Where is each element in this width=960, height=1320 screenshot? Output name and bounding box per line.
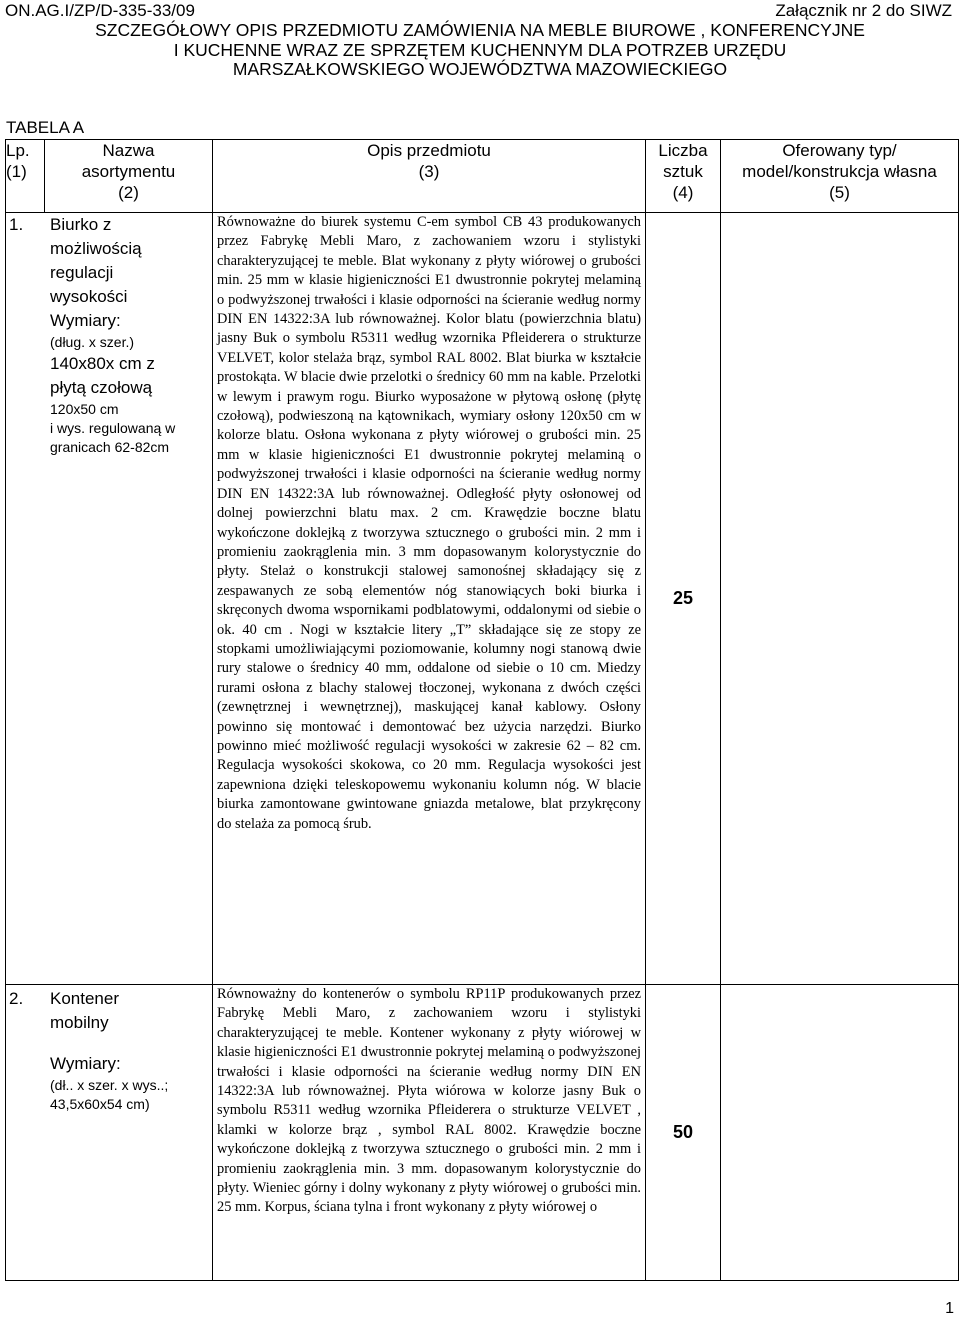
document-reference: ON.AG.I/ZP/D-335-33/09 — [5, 1, 195, 20]
item-name-line: Biurko z — [50, 215, 112, 234]
header-line: (4) — [672, 183, 694, 202]
column-header-offered-type — [721, 140, 959, 213]
offered-type-cell[interactable] — [721, 213, 959, 985]
title-line: I KUCHENNE WRAZ ZE SPRZĘTEM KUCHENNYM DLA POTRZEB URZĘDU — [173, 39, 787, 60]
item-description-cell — [213, 213, 646, 985]
column-header-quantity — [646, 140, 721, 213]
item-dimensions-line: 140x80x cm z — [50, 354, 155, 373]
item-dimensions-line: 43,5x60x54 cm) — [50, 1096, 150, 1112]
header-line: (5) — [829, 183, 850, 202]
header-line: Oferowany typ/ — [782, 141, 897, 160]
item-description: Równoważny do kontenerów o symbolu RP11P produkowanych przez Fabrykę Mebli Maro, z zachowaniem wzoru i stylistyki charakteryzującej te meble. Kontener wykonany z płyty wiórowej w klasie higieniczności E1 dwustronnie pokrytej melaminą o podwyższonej trwałości i klasie odporności na ścieranie według normy DIN EN 14322:3A lub równoważnej. Płyta wiórowa w kolorze jasny Buk o symbolu R5311 według wzornika Pfleiderera o strukturze VELVET , klamki w kolorze brąz , symbol RAL 8002. Krawędzie boczne wykończone doklejką z tworzywa sztucznego o grubości min. 2 mm i promieniu zaokrąglenia min. 3 mm. dopasowanym kolorystycznie do płyty. Wieniec górny i dolny wykonany z płyty wiórowej o grubości min. 25 mm. Korpus, ściana tylna i front wykonany z płyty wiórowej o — [217, 986, 641, 1216]
item-name-line: Wymiary: — [50, 311, 121, 330]
page-number: 1 — [945, 1300, 954, 1317]
item-dimensions-line: granicach 62-82cm — [50, 439, 170, 455]
header-line: sztuk — [663, 162, 703, 181]
item-dimensions-line: 120x50 cm — [50, 401, 119, 417]
item-name-line: Kontener — [50, 989, 119, 1008]
header-line: model/konstrukcja własna — [742, 162, 937, 181]
header-line: Nazwa — [102, 141, 155, 160]
specification-table — [5, 139, 959, 1281]
header-line: (3) — [418, 162, 440, 181]
column-header-description — [213, 140, 646, 213]
item-dimensions-line: (dług. x szer.) — [50, 334, 135, 350]
header-line: Lp. — [6, 141, 30, 160]
table-label: TABELA A — [6, 118, 85, 137]
header-line: (1) — [6, 162, 27, 181]
table-header-row — [6, 140, 959, 213]
item-description: Równoważne do biurek systemu C-em symbol CB 43 produkowanych przez Fabrykę Mebli Maro, z zachowaniem wzoru i stylistyki charakteryzującej te meble. Blat wykonany z płyty wiórowej o grubości min. 25 mm w klasie higieniczności E1 dwustronnie pokrytej melaminą o podwyższonej trwałości i klasie odporności na ścieranie według normy DIN EN 14322:3A lub równoważnej. Kolor blatu (powierzchnia blatu) jasny Buk o symbolu R5311 według wzornika Pfleiderera o strukturze VELVET, kolor stelaża brąz, symbol RAL 8002. Blat biurka w kształcie prostokąta. W blacie dwie przelotki o średnicy 60 mm na kable. Przelotki w lewym i prawym rogu. Biurko wyposażone w płytową osłonę (płytę czołową), podwieszoną na kątownikach, wymiary osłony 120x50 cm w kolorze blatu. Osłona wykonana z płyty wiórowej o grubości min. 25 mm w klasie higieniczności E1 dwustronnie pokrytej melaminą o podwyższonej trwałości i klasie odporności na ścieranie według normy DIN EN 14322:3A lub równoważnej. Odległość płyty osłonowej od dolnej powierzchni blatu max. 2 cm. Krawędzie boczne blatu wykończone doklejką z tworzywa sztucznego o grubości min. 2 mm i promieniu zaokrąglenia min. 3 mm dopasowanym kolorystycznie do płyty. Stelaż o konstrukcji stalowej samonośnej składający się z zespawanych ze sobą elementów nóg stanowiących boki biurka i skręconych dwoma wspornikami podblatowymi, oddalonymi od siebie o ok. 40 cm . Nogi w kształcie litery „T” składające się ze stopy ze stopkami umożliwiającymi poziomowanie, kolumny nogi stanową dwie rury stalowe o średnicy 40 mm, oddalone od siebie o 10 cm. Miedzy rurami osłona z blachy stalowej tłoczonej, wykonana z dwóch części (zewnętrznej i wewnętrznej), maskującej kanał kablowy. Osłony powinno się montować i demontować bez użycia narzędzi. Biurko powinno mieć możliwość regulacji wysokości w zakresie 62 – 82 cm. Regulacja wysokości skokowa, co 20 mm. Regulacja wysokości jest zapewniona dzięki teleskopowemu wykonaniu kolumn nóg. W blacie biurka zamontowane gwintowane gniazda metalowe, blat przykręcony do stelaża za pomocą śrub. — [217, 214, 641, 832]
item-dimensions-line: (dł.. x szer. x wys..; — [50, 1077, 169, 1093]
item-name-line: możliwością — [50, 239, 142, 258]
item-name-cell — [6, 985, 213, 1281]
item-name-line — [50, 1035, 212, 1052]
column-header-lp — [6, 140, 45, 213]
item-name-line: mobilny — [50, 1013, 109, 1032]
document-title — [0, 21, 960, 80]
offered-type-cell[interactable] — [721, 985, 959, 1281]
item-name-line: wysokości — [50, 287, 128, 306]
table-row — [6, 985, 959, 1281]
item-name-line: Wymiary: — [50, 1054, 121, 1073]
item-name-line: regulacji — [50, 263, 114, 282]
header-line: (2) — [118, 183, 139, 202]
item-quantity: 25 — [646, 213, 721, 985]
attachment-label: Załącznik nr 2 do SIWZ — [775, 1, 952, 20]
item-name-cell — [6, 213, 213, 985]
title-line: SZCZEGÓŁOWY OPIS PRZEDMIOTU ZAMÓWIENIA NA MEBLE BIUROWE , KONFERENCYJNE — [95, 20, 865, 40]
header-line: Opis przedmiotu — [367, 141, 491, 160]
item-description-cell — [213, 985, 646, 1281]
table-row — [6, 213, 959, 985]
item-dimensions-line: płytą czołową — [50, 378, 153, 397]
item-number: 2. — [9, 989, 24, 1008]
title-line: MARSZAŁKOWSKIEGO WOJEWÓDZTWA MAZOWIECKIEGO — [232, 59, 728, 79]
item-name — [6, 213, 212, 457]
column-header-name — [45, 140, 213, 213]
item-dimensions-line: i wys. regulowaną w — [50, 420, 176, 436]
item-name — [6, 985, 212, 1114]
item-number: 1. — [9, 215, 24, 234]
item-quantity: 50 — [646, 985, 721, 1281]
header-line: Liczba — [658, 141, 708, 160]
header-line: asortymentu — [81, 162, 176, 181]
